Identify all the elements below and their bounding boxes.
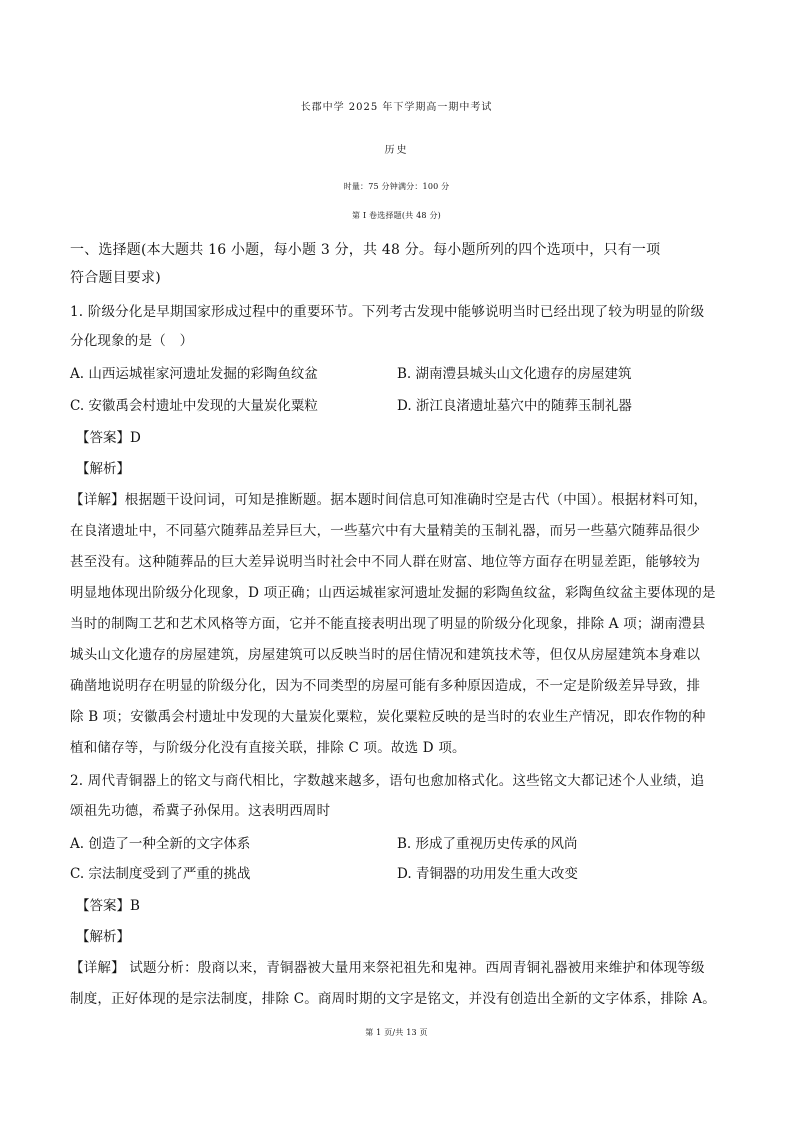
q1-analysis-label: 【解析】	[76, 461, 130, 477]
time-score-info: 时量：75 分钟满分：100 分	[343, 182, 450, 191]
q2-option-a: A. 创造了一种全新的文字体系	[70, 836, 251, 852]
q1-detail-line: 植和储存等，与阶级分化没有直接关联，排除 C 项。故选 D 项。	[70, 740, 466, 756]
q2-answer: 【答案】B	[76, 898, 140, 914]
q2-stem-line1: 2. 周代青铜器上的铭文与商代相比，字数越来越多，语句也愈加格式化。这些铭文大都记述个人业绩，追	[70, 773, 705, 789]
q1-detail-line: 确凿地说明存在明显的阶级分化，因为不同类型的房屋可能有多种原因造成，不一定是阶级差异导致，排	[70, 678, 701, 694]
q2-detail-line: 【详解】 试题分析：殷商以来，青铜器被大量用来祭祀祖先和鬼神。西周青铜礼器被用来维护和体现等级	[70, 960, 705, 976]
volume-heading: 第 I 卷选择题(共 48 分)	[352, 211, 441, 220]
q2-option-c: C. 宗法制度受到了严重的挑战	[70, 866, 251, 882]
q1-detail-line: 当时的制陶工艺和艺术风格等方面，它并不能直接表明出现了明显的阶级分化现象，排除 A 项；湖南澧县	[70, 616, 706, 632]
q1-option-b: B. 湖南澧县城头山文化遗存的房屋建筑	[397, 366, 632, 382]
q2-option-b: B. 形成了重视历史传承的风尚	[397, 836, 578, 852]
exam-title: 长郡中学 2025 年下学期高一期中考试	[300, 102, 493, 113]
section-heading-line1: 一、选择题(本大题共 16 小题，每小题 3 分，共 48 分。每小题所列的四个选项中，只有一项	[70, 242, 661, 258]
q1-stem-line2: 分化现象的是（ ）	[70, 333, 194, 349]
subject-title: 历史	[384, 145, 409, 156]
q2-option-d: D. 青铜器的功用发生重大改变	[397, 866, 578, 882]
q1-detail-line: 甚至没有。这种随葬品的巨大差异说明当时社会中不同人群在财富、地位等方面存在明显差距，能够较为	[70, 554, 701, 570]
q1-option-d: D. 浙江良渚遗址墓穴中的随葬玉制礼器	[397, 398, 632, 414]
q1-detail-line: 明显地体现出阶级分化现象，D 项正确；山西运城崔家河遗址发掘的彩陶鱼纹盆，彩陶鱼纹盆主要体现的是	[70, 585, 716, 601]
q1-stem-line1: 1. 阶级分化是早期国家形成过程中的重要环节。下列考古发现中能够说明当时已经出现了较为明显的阶级	[70, 304, 705, 320]
q1-answer: 【答案】D	[76, 430, 141, 446]
q1-detail-line: 在良渚遗址中，不同墓穴随葬品差异巨大，一些墓穴中有大量精美的玉制礼器，而另一些墓穴随葬品很少	[70, 523, 701, 539]
section-heading-line2: 符合题目要求)	[70, 270, 161, 286]
page-footer: 第 1 页/共 13 页	[365, 1028, 428, 1037]
q1-option-c: C. 安徽禹会村遗址中发现的大量炭化粟粒	[70, 398, 318, 414]
q1-detail-line: 除 B 项；安徽禹会村遗址中发现的大量炭化粟粒，炭化粟粒反映的是当时的农业生产情况，即农作物的种	[70, 709, 706, 725]
q2-stem-line2: 颂祖先功德，希冀子孙保用。这表明西周时	[70, 803, 331, 819]
q1-option-a: A. 山西运城崔家河遗址发掘的彩陶鱼纹盆	[70, 366, 318, 382]
q1-detail-line: 【详解】根据题干设问词，可知是推断题。据本题时间信息可知准确时空是古代（中国）。根据材料可知，	[70, 492, 708, 508]
q2-analysis-label: 【解析】	[76, 929, 130, 945]
q1-detail-line: 城头山文化遗存的房屋建筑，房屋建筑可以反映当时的居住情况和建筑技术等，但仅从房屋建筑本身难以	[70, 647, 701, 663]
q2-detail-line: 制度，正好体现的是宗法制度，排除 C。商周时期的文字是铭文，并没有创造出全新的文字体系，排除 A。	[70, 991, 716, 1007]
